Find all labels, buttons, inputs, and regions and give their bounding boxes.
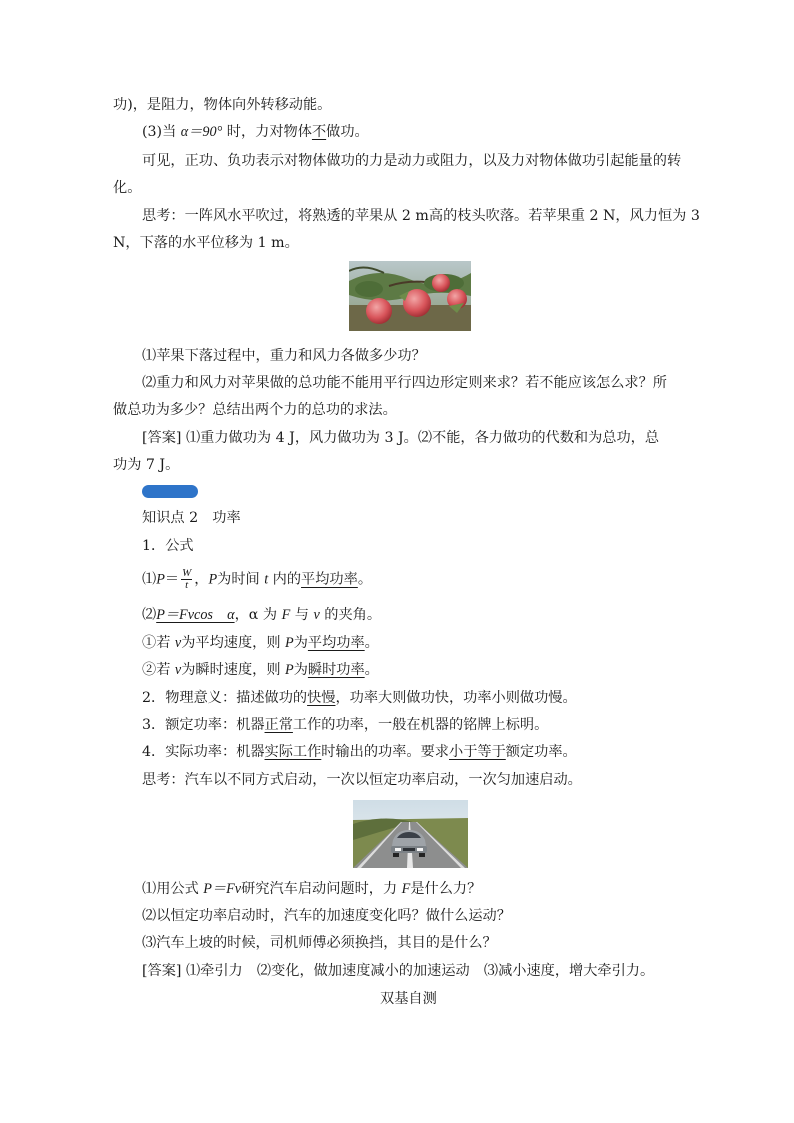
apple-tree-photo (349, 261, 471, 331)
formula-line: ⑴P＝ $\frac{W}{t}$ ，P为时间 t 内的平均功率。 (142, 567, 373, 591)
section-footer-heading: 双基自测 (380, 991, 437, 1007)
question-line: ⑵重力和风力对苹果做的总功能不能用平行四边形定则来求？若不能应该怎么求？所 (142, 375, 667, 391)
section-title: 知识点 2 功率 (142, 510, 241, 526)
text-line: 功)，是阻力，物体向外转移动能。 (113, 97, 332, 113)
text-line: 1．公式 (142, 538, 194, 554)
text-line: (3)当 α＝90° 时，力对物体不做功。 (142, 124, 369, 140)
fraction: $\frac{W}{t}$ (182, 567, 192, 591)
text-line: 3．额定功率：机器正常工作的功率，一般在机器的铭牌上标明。 (142, 717, 549, 733)
section-badge (142, 485, 198, 498)
answer-tag: [答案] (142, 430, 182, 446)
text-line: 4．实际功率：机器实际工作时输出的功率。要求小于等于额定功率。 (142, 744, 577, 760)
formula-line: ⑵P＝Fvcos α，α 为 F 与 v 的夹角。 (142, 607, 382, 623)
answer-tag: [答案] (142, 963, 182, 979)
text-line: 思考：汽车以不同方式启动，一次以恒定功率启动，一次匀加速启动。 (142, 772, 582, 788)
question-line: 做总功为多少？总结出两个力的总功的求法。 (113, 402, 397, 418)
text-line: 2．物理意义：描述做功的快慢，功率大则做功快，功率小则做功慢。 (142, 690, 577, 706)
question-line: ⑴用公式 P＝Fv研究汽车启动问题时，力 F是什么力？ (142, 881, 482, 897)
answer-line: 功为 7 J。 (113, 457, 180, 473)
text-line: ②若 v为瞬时速度，则 P为瞬时功率。 (142, 662, 379, 678)
car-on-road-photo (353, 800, 468, 868)
answer-line: [答案] ⑴牵引力 ⑵变化，做加速度减小的加速运动 ⑶减小速度，增大牵引力。 (142, 963, 655, 979)
text-line: ①若 v为平均速度，则 P为平均功率。 (142, 635, 379, 651)
text-line: 思考：一阵风水平吹过，将熟透的苹果从 2 m高的枝头吹落。若苹果重 2 N，风力恒为 3 (142, 208, 700, 224)
question-line: ⑶汽车上坡的时候，司机师傅必须换挡，其目的是什么？ (142, 935, 497, 951)
text-line: 化。 (113, 180, 142, 196)
text-line: N，下落的水平位移为 1 m。 (113, 235, 299, 251)
question-line: ⑴苹果下落过程中，重力和风力各做多少功？ (142, 348, 426, 364)
text-line: 可见，正功、负功表示对物体做功的力是动力或阻力，以及力对物体做功引起能量的转 (142, 153, 682, 169)
answer-line: [答案] ⑴重力做功为 4 J，风力做功为 3 J。⑵不能，各力做功的代数和为总功，总 (142, 430, 660, 446)
question-line: ⑵以恒定功率启动时，汽车的加速度变化吗？做什么运动？ (142, 908, 511, 924)
